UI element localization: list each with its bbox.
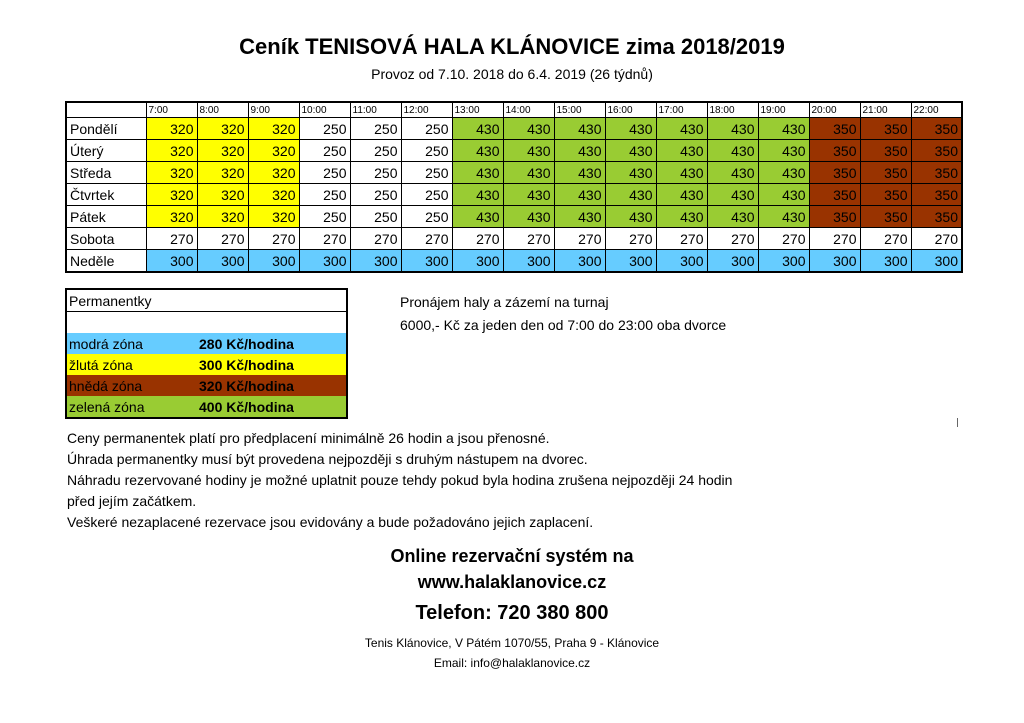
- price-cell: 250: [401, 140, 452, 162]
- day-label: Sobota: [66, 228, 146, 250]
- day-label: Úterý: [66, 140, 146, 162]
- price-cell: 250: [401, 184, 452, 206]
- note-line: před jejím začátkem.: [67, 493, 197, 509]
- price-cell: 430: [707, 140, 758, 162]
- price-cell: 430: [656, 162, 707, 184]
- price-cell: 430: [707, 184, 758, 206]
- hour-header: 10:00: [299, 102, 350, 118]
- notes: [67, 428, 732, 533]
- price-cell: 430: [503, 162, 554, 184]
- price-cell: 430: [605, 118, 656, 140]
- day-row: [66, 140, 962, 162]
- price-cell: 270: [197, 228, 248, 250]
- hour-header: 11:00: [350, 102, 401, 118]
- price-cell: 270: [299, 228, 350, 250]
- price-cell: 270: [860, 228, 911, 250]
- price-cell: 300: [248, 250, 299, 273]
- price-cell: 430: [605, 206, 656, 228]
- hour-header: 21:00: [860, 102, 911, 118]
- zone-name: hnědá zóna: [69, 377, 143, 394]
- day-row: [66, 118, 962, 140]
- price-cell: 250: [299, 140, 350, 162]
- price-cell: 430: [656, 184, 707, 206]
- contact-info: [0, 633, 1024, 673]
- day-row: [66, 206, 962, 228]
- hour-header: 14:00: [503, 102, 554, 118]
- note-line: Ceny permanentek platí pro předplacení minimálně 26 hodin a jsou přenosné.: [67, 430, 550, 446]
- price-cell: 270: [656, 228, 707, 250]
- price-cell: 430: [554, 184, 605, 206]
- price-cell: 430: [707, 118, 758, 140]
- price-cell: 270: [452, 228, 503, 250]
- price-cell: 270: [350, 228, 401, 250]
- price-cell: 250: [299, 184, 350, 206]
- day-label: Neděle: [66, 250, 146, 273]
- price-cell: 270: [911, 228, 962, 250]
- price-cell: 300: [503, 250, 554, 273]
- price-cell: 320: [146, 140, 197, 162]
- price-cell: 430: [605, 140, 656, 162]
- hour-header: 17:00: [656, 102, 707, 118]
- price-cell: 270: [146, 228, 197, 250]
- price-cell: 430: [452, 206, 503, 228]
- price-cell: 300: [197, 250, 248, 273]
- price-cell: 320: [146, 118, 197, 140]
- price-cell: 320: [197, 140, 248, 162]
- price-cell: 430: [656, 206, 707, 228]
- price-cell: 300: [911, 250, 962, 273]
- price-cell: 350: [860, 118, 911, 140]
- price-cell: 250: [299, 206, 350, 228]
- price-cell: 250: [401, 162, 452, 184]
- zone-row: [66, 354, 347, 375]
- price-cell: 350: [809, 184, 860, 206]
- hour-header: 15:00: [554, 102, 605, 118]
- price-cell: 430: [554, 162, 605, 184]
- day-row: [66, 250, 962, 273]
- hour-header: 16:00: [605, 102, 656, 118]
- page-title: Ceník TENISOVÁ HALA KLÁNOVICE zima 2018/2019: [239, 34, 785, 59]
- price-cell: 250: [299, 162, 350, 184]
- price-cell: 430: [503, 118, 554, 140]
- price-cell: 430: [656, 118, 707, 140]
- page-subtitle: Provoz od 7.10. 2018 do 6.4. 2019 (26 týdnů): [371, 66, 653, 82]
- price-cell: 350: [860, 206, 911, 228]
- note-line: Úhrada permanentky musí být provedena nejpozději s druhým nástupem na dvorec.: [67, 451, 588, 467]
- hour-header: 13:00: [452, 102, 503, 118]
- price-cell: 430: [452, 184, 503, 206]
- price-cell: 320: [146, 162, 197, 184]
- day-row: [66, 228, 962, 250]
- price-cell: 300: [809, 250, 860, 273]
- hour-header: 22:00: [911, 102, 962, 118]
- price-cell: 300: [299, 250, 350, 273]
- price-cell: 430: [503, 206, 554, 228]
- zone-name: zelená zóna: [69, 398, 145, 415]
- price-cell: 270: [758, 228, 809, 250]
- zone-name: modrá zóna: [69, 335, 143, 352]
- price-cell: 350: [809, 118, 860, 140]
- price-cell: 320: [197, 206, 248, 228]
- price-cell: 320: [248, 140, 299, 162]
- price-cell: 430: [758, 162, 809, 184]
- zone-name: žlutá zóna: [69, 356, 133, 373]
- price-cell: 320: [197, 184, 248, 206]
- price-cell: 250: [350, 206, 401, 228]
- price-cell: 350: [860, 140, 911, 162]
- price-cell: 430: [758, 140, 809, 162]
- phone-number: Telefon: 720 380 800: [415, 602, 609, 624]
- hour-header: 19:00: [758, 102, 809, 118]
- price-cell: 430: [758, 206, 809, 228]
- day-label: Středa: [66, 162, 146, 184]
- price-cell: 250: [401, 206, 452, 228]
- price-cell: 430: [452, 118, 503, 140]
- price-cell: 430: [707, 206, 758, 228]
- day-row: [66, 184, 962, 206]
- price-cell: 430: [452, 162, 503, 184]
- price-cell: 430: [503, 184, 554, 206]
- price-cell: 350: [911, 184, 962, 206]
- hour-header: 7:00: [146, 102, 197, 118]
- zone-row: [66, 375, 347, 396]
- price-cell: 300: [554, 250, 605, 273]
- price-cell: 250: [350, 118, 401, 140]
- price-cell: 350: [860, 184, 911, 206]
- rental-line-1: Pronájem haly a zázemí na turnaj: [400, 294, 609, 310]
- hour-header: 20:00: [809, 102, 860, 118]
- price-cell: 320: [146, 206, 197, 228]
- price-cell: 300: [707, 250, 758, 273]
- day-label: Pátek: [66, 206, 146, 228]
- price-cell: 430: [452, 140, 503, 162]
- zone-price: 280 Kč/hodina: [199, 335, 294, 352]
- price-cell: 350: [911, 206, 962, 228]
- price-cell: 430: [707, 162, 758, 184]
- price-cell: 300: [860, 250, 911, 273]
- zone-price: 400 Kč/hodina: [199, 398, 294, 415]
- zone-price: 320 Kč/hodina: [199, 377, 294, 394]
- price-cell: 300: [350, 250, 401, 273]
- price-cell: 320: [248, 184, 299, 206]
- stray-mark: [957, 418, 958, 427]
- price-cell: 320: [248, 118, 299, 140]
- day-row: [66, 162, 962, 184]
- price-cell: 350: [860, 162, 911, 184]
- price-cell: 430: [554, 140, 605, 162]
- email[interactable]: Email: info@halaklanovice.cz: [433, 656, 591, 670]
- price-cell: 430: [503, 140, 554, 162]
- price-cell: 300: [758, 250, 809, 273]
- hours-header-row: [66, 102, 962, 118]
- permanentky-title: Permanentky: [66, 289, 347, 312]
- permanentky-box: [65, 288, 348, 419]
- hour-header: 12:00: [401, 102, 452, 118]
- price-cell: 250: [401, 118, 452, 140]
- price-cell: 300: [146, 250, 197, 273]
- price-cell: 270: [554, 228, 605, 250]
- price-cell: 430: [554, 118, 605, 140]
- price-cell: 270: [503, 228, 554, 250]
- day-label: Pondělí: [66, 118, 146, 140]
- price-cell: 430: [758, 184, 809, 206]
- price-cell: 320: [248, 162, 299, 184]
- price-cell: 300: [605, 250, 656, 273]
- price-cell: 430: [554, 206, 605, 228]
- price-cell: 320: [197, 118, 248, 140]
- price-cell: 430: [605, 184, 656, 206]
- price-cell: 250: [350, 184, 401, 206]
- price-cell: 300: [401, 250, 452, 273]
- zone-row: [66, 333, 347, 354]
- price-cell: 250: [350, 162, 401, 184]
- price-cell: 250: [350, 140, 401, 162]
- price-table: [65, 101, 963, 273]
- note-line: Náhradu rezervované hodiny je možné uplatnit pouze tehdy pokud byla hodina zrušena nejpozději 24 hodin: [67, 472, 733, 488]
- zone-price: 300 Kč/hodina: [199, 356, 294, 373]
- price-cell: 320: [197, 162, 248, 184]
- price-cell: 300: [656, 250, 707, 273]
- note-line: Veškeré nezaplacené rezervace jsou evidovány a bude požadováno jejich zaplacení.: [67, 514, 594, 530]
- hour-header: 9:00: [248, 102, 299, 118]
- price-cell: 350: [911, 140, 962, 162]
- price-cell: 300: [452, 250, 503, 273]
- price-cell: 270: [707, 228, 758, 250]
- day-label: Čtvrtek: [66, 184, 146, 206]
- price-cell: 430: [605, 162, 656, 184]
- website-link[interactable]: www.halaklanovice.cz: [417, 572, 607, 592]
- rental-line-2: 6000,- Kč za jeden den od 7:00 do 23:00 oba dvorce: [400, 317, 727, 333]
- price-cell: 430: [758, 118, 809, 140]
- price-cell: 320: [146, 184, 197, 206]
- online-reservation-label: Online rezervační systém na: [390, 546, 634, 566]
- permanentky-spacer: [66, 312, 347, 334]
- permanentky-zones: [66, 333, 347, 418]
- hour-header: 8:00: [197, 102, 248, 118]
- address: Tenis Klánovice, V Pátém 1070/55, Praha 9 - Klánovice: [364, 636, 660, 650]
- price-cell: 350: [809, 162, 860, 184]
- hour-header: 18:00: [707, 102, 758, 118]
- price-cell: 270: [809, 228, 860, 250]
- header-corner: [66, 102, 146, 118]
- price-cell: 250: [299, 118, 350, 140]
- price-cell: 350: [911, 118, 962, 140]
- price-cell: 320: [248, 206, 299, 228]
- price-cell: 270: [401, 228, 452, 250]
- zone-row: [66, 396, 347, 418]
- price-cell: 430: [656, 140, 707, 162]
- price-table-body: [66, 102, 962, 272]
- price-cell: 270: [248, 228, 299, 250]
- price-cell: 350: [809, 140, 860, 162]
- rental-info: [400, 291, 726, 337]
- online-reservation: [0, 543, 1024, 595]
- price-cell: 350: [809, 206, 860, 228]
- price-cell: 270: [605, 228, 656, 250]
- price-cell: 350: [911, 162, 962, 184]
